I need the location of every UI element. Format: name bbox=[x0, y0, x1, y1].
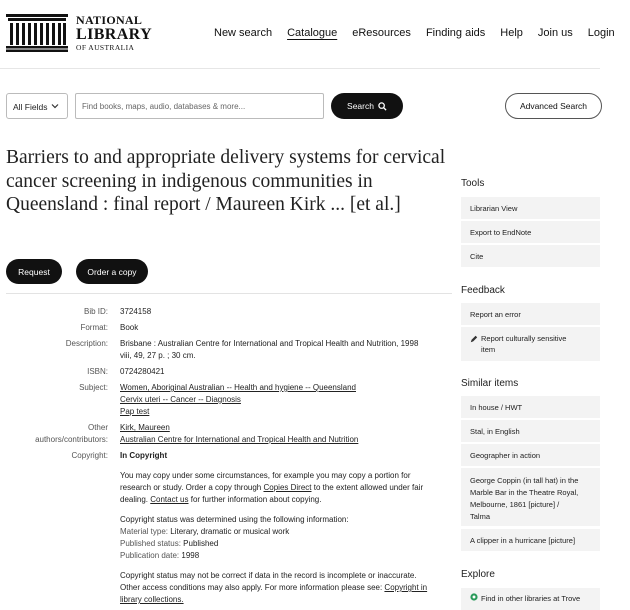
nav-eresources[interactable]: eResources bbox=[352, 27, 411, 39]
isbn-value: 0724280421 bbox=[120, 367, 165, 376]
pencil-icon bbox=[470, 335, 478, 343]
publication-date-value: 1998 bbox=[181, 551, 200, 560]
similar-item-2-label: Stal, in English bbox=[470, 426, 520, 436]
similar-item-5-label: A clipper in a hurricane [picture] bbox=[470, 535, 576, 545]
similar-item-4[interactable] bbox=[461, 468, 600, 526]
publication-date-label: Publication date: bbox=[120, 551, 180, 560]
nav-finding-aids[interactable]: Finding aids bbox=[425, 27, 486, 39]
contributor-link-1[interactable] bbox=[120, 422, 450, 434]
advanced-search-button[interactable]: Advanced Search bbox=[505, 93, 602, 119]
copyright-p1-line1: You may copy under some circumstances, for example you may copy a portion for bbox=[120, 471, 411, 480]
contributor-link-2-text[interactable]: Australian Centre for International and Tropical Health and Nutrition bbox=[120, 435, 359, 444]
search-bar bbox=[6, 93, 600, 119]
contributors-label-1: Other bbox=[87, 423, 108, 432]
search-field-select-value: All Fields bbox=[13, 102, 48, 112]
copyright-p1-line2b: to the extent allowed under fair bbox=[311, 483, 424, 492]
contact-us-link[interactable]: Contact us bbox=[150, 495, 189, 504]
site-header bbox=[0, 0, 615, 70]
published-status-label: Published status: bbox=[120, 539, 181, 548]
search-input[interactable] bbox=[75, 93, 324, 119]
nla-logo[interactable] bbox=[6, 14, 152, 52]
trove-link[interactable] bbox=[461, 588, 600, 610]
copies-direct-link[interactable]: Copies Direct bbox=[263, 483, 312, 492]
similar-item-3-label: Geographer in action bbox=[470, 450, 541, 460]
subject-link-1-text[interactable]: Women, Aboriginal Australian -- Health and hygiene -- Queensland bbox=[120, 383, 356, 392]
subject-link-3-text[interactable]: Pap test bbox=[120, 407, 150, 416]
record-divider bbox=[6, 293, 452, 294]
material-type-value: Literary, dramatic or musical work bbox=[170, 527, 290, 536]
similar-item-1-label: In house / HWT bbox=[470, 402, 523, 412]
similar-item-4-text bbox=[470, 475, 578, 523]
copyright-p1-line2a: research or study. Order a copy through bbox=[120, 483, 264, 492]
logo-wordmark bbox=[76, 14, 152, 52]
subject-link-3[interactable] bbox=[120, 406, 450, 418]
search-icon bbox=[378, 102, 387, 111]
nav-help[interactable]: Help bbox=[500, 27, 523, 39]
trove-label: Find in other libraries at Trove bbox=[481, 594, 581, 603]
report-sensitive-line2: item bbox=[481, 345, 496, 354]
copyright-p3-line3 bbox=[120, 594, 450, 606]
trove-icon bbox=[470, 593, 478, 601]
description-label: Description: bbox=[65, 339, 108, 348]
similar-item-3[interactable] bbox=[461, 444, 600, 466]
description-value-2: viii, 49, 27 p. ; 30 cm. bbox=[120, 351, 196, 360]
copyright-collections-link-2[interactable]: library collections. bbox=[120, 595, 184, 604]
search-button[interactable] bbox=[331, 93, 403, 119]
copyright-p1-line3 bbox=[120, 494, 450, 506]
subject-link-2-text[interactable]: Cervix uteri -- Cancer -- Diagnosis bbox=[120, 395, 241, 404]
similar-item-2[interactable] bbox=[461, 420, 600, 442]
contributor-link-1-text[interactable]: Kirk, Maureen bbox=[120, 423, 170, 432]
similar-item-4-line3: Melbourne, 1861 [picture] / bbox=[470, 500, 560, 509]
material-type-label: Material type: bbox=[120, 527, 169, 536]
nav-catalogue[interactable]: Catalogue bbox=[287, 27, 338, 39]
copyright-p3-line2a: Other access conditions may also apply. For more information please see: bbox=[120, 583, 385, 592]
description-value-1: Brisbane : Australian Centre for International and Tropical Health and Nutrition, 1998 bbox=[120, 339, 419, 348]
subject-link-1[interactable] bbox=[120, 382, 450, 394]
nav-join-us[interactable]: Join us bbox=[537, 27, 573, 39]
chevron-down-icon bbox=[50, 101, 60, 111]
export-endnote-link[interactable] bbox=[461, 221, 600, 243]
search-field-select[interactable] bbox=[6, 93, 68, 119]
publication-date-row bbox=[120, 550, 450, 562]
logo-line-1: NATIONAL bbox=[76, 13, 143, 27]
cite-label: Cite bbox=[470, 251, 484, 261]
tools-heading: Tools bbox=[461, 178, 485, 189]
copyright-label: Copyright: bbox=[71, 451, 108, 460]
similar-item-1[interactable] bbox=[461, 396, 600, 418]
cite-link[interactable] bbox=[461, 245, 600, 267]
subject-link-2[interactable] bbox=[120, 394, 450, 406]
nav-login[interactable]: Login bbox=[587, 27, 615, 39]
export-endnote-label: Export to EndNote bbox=[470, 227, 532, 237]
similar-item-4-line4: Talma bbox=[470, 512, 491, 521]
isbn-label: ISBN: bbox=[87, 367, 108, 376]
bib-id-label: Bib ID: bbox=[83, 307, 108, 316]
report-sensitive-link[interactable] bbox=[461, 327, 600, 361]
copyright-p1-line3a: dealing. bbox=[120, 495, 151, 504]
copyright-status: In Copyright bbox=[120, 451, 168, 460]
copyright-p3-line1: Copyright status may not be correct if data in the record is incomplete or inaccurate. bbox=[120, 571, 417, 580]
explore-heading: Explore bbox=[461, 569, 495, 580]
copyright-p3-line2 bbox=[120, 582, 450, 594]
report-sensitive-text bbox=[481, 333, 566, 355]
header-divider bbox=[0, 68, 600, 69]
logo-line-3: OF AUSTRALIA bbox=[76, 43, 135, 52]
format-label: Format: bbox=[80, 323, 108, 332]
nav-new-search[interactable]: New search bbox=[214, 27, 273, 39]
main-nav bbox=[214, 27, 630, 39]
record-title: Barriers to and appropriate delivery systems for cervical cancer screening in indigenous communities in Queensland : final report / Maureen Kirk ... [et al.] bbox=[6, 147, 446, 215]
copyright-p1-line3b: for further information about copying. bbox=[188, 495, 322, 504]
contributors-label-2: authors/contributors: bbox=[35, 435, 108, 444]
subject-label: Subject: bbox=[79, 383, 108, 392]
report-error-label: Report an error bbox=[470, 309, 521, 319]
similar-item-4-line1: George Coppin (in tall hat) in the bbox=[470, 476, 579, 485]
request-button[interactable]: Request bbox=[6, 259, 62, 284]
report-error-link[interactable] bbox=[461, 303, 600, 325]
copyright-p2-intro: Copyright status was determined using the following information: bbox=[120, 515, 349, 524]
library-building-icon bbox=[6, 14, 68, 52]
similar-item-5[interactable] bbox=[461, 529, 600, 551]
logo-line-2: LIBRARY bbox=[76, 26, 153, 43]
similar-items-heading: Similar items bbox=[461, 378, 519, 389]
published-status-value: Published bbox=[183, 539, 219, 548]
copyright-collections-link[interactable]: Copyright in bbox=[384, 583, 428, 592]
search-button-label: Search bbox=[347, 101, 374, 111]
format-value: Book bbox=[120, 323, 139, 332]
copyright-p1-line2 bbox=[120, 482, 450, 494]
report-sensitive-line1: Report culturally sensitive bbox=[481, 334, 567, 343]
librarian-view-label: Librarian View bbox=[470, 203, 518, 213]
similar-item-4-line2: Marble Bar in the Theatre Royal, bbox=[470, 488, 579, 497]
bib-id-value: 3724158 bbox=[120, 307, 152, 316]
material-type-row bbox=[120, 526, 450, 538]
contributor-link-2[interactable] bbox=[120, 434, 450, 446]
feedback-heading: Feedback bbox=[461, 285, 505, 296]
published-status-row bbox=[120, 538, 450, 550]
librarian-view-link[interactable] bbox=[461, 197, 600, 219]
order-copy-button[interactable]: Order a copy bbox=[76, 259, 148, 284]
